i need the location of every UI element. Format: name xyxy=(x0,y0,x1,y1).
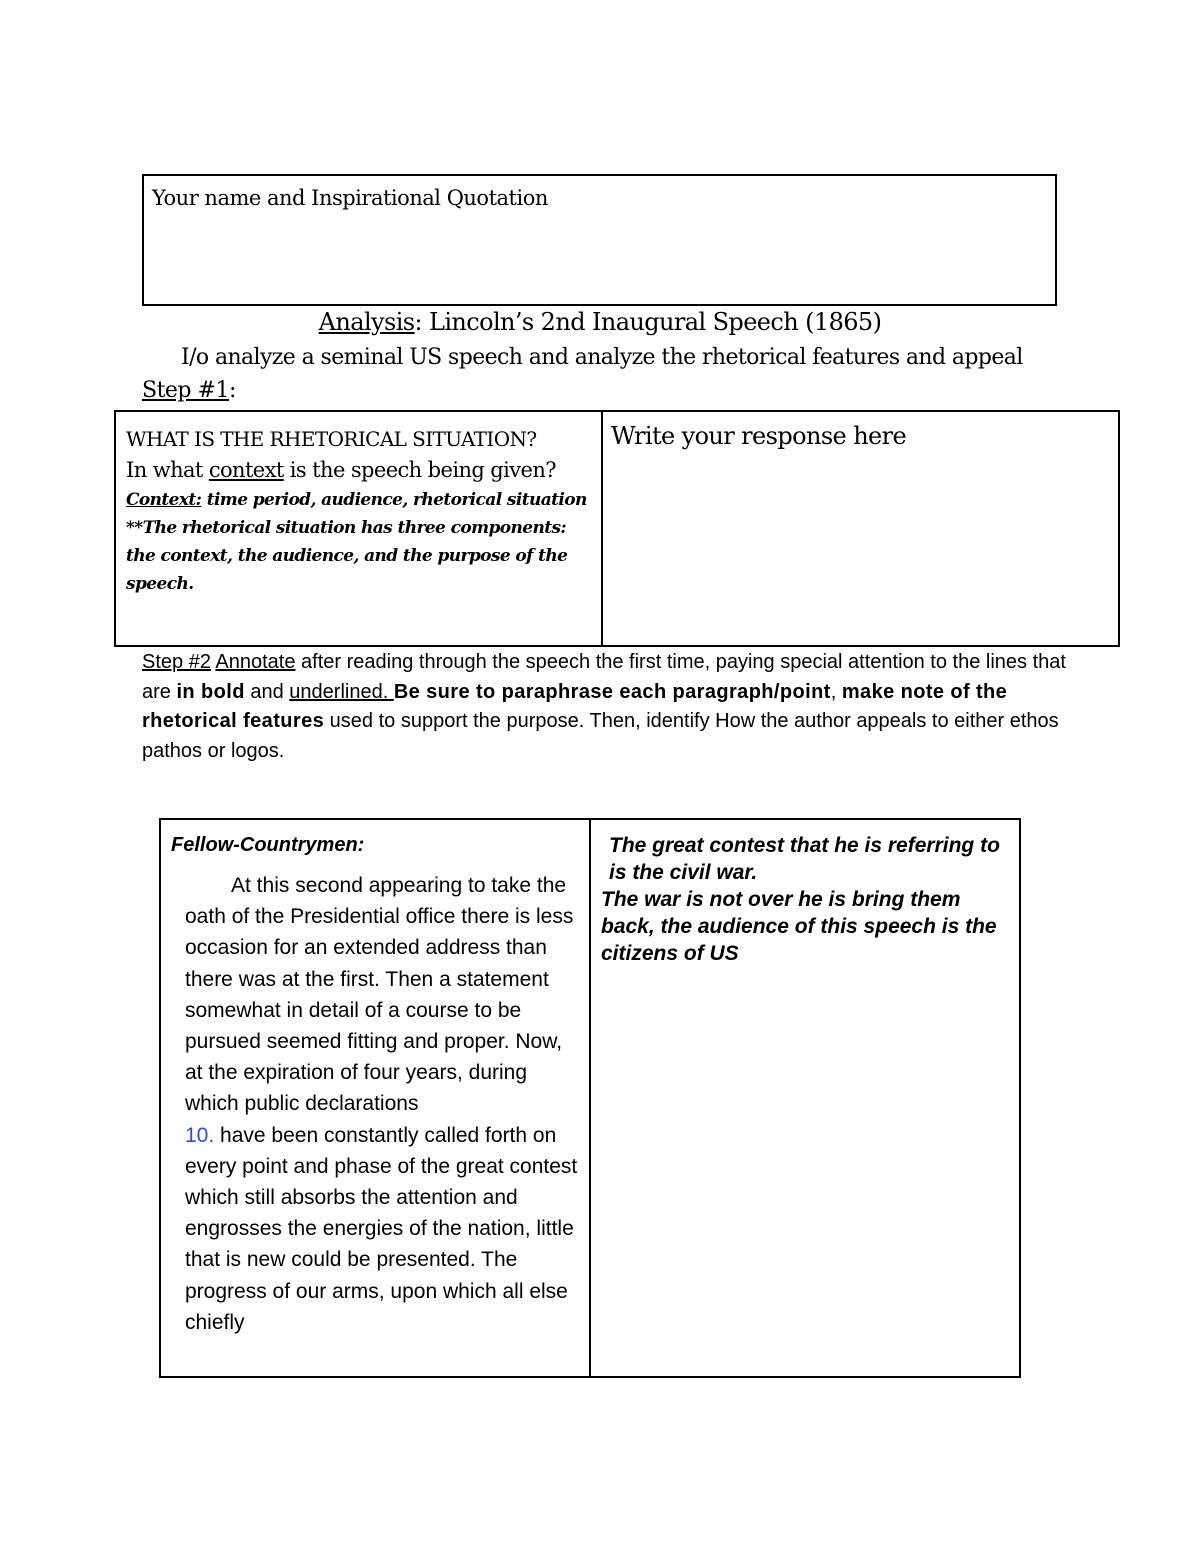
rhetorical-situation-note: **The rhetorical situation has three components: the context, the audience, and the purpose of the speech. xyxy=(126,518,568,594)
annotate-word: Annotate xyxy=(215,651,296,673)
step2-label: Step #2 xyxy=(142,651,211,673)
response-placeholder: Write your response here xyxy=(611,422,907,450)
step2-text-1: after reading through the speech the first time, paying special attention to the lines that are xyxy=(142,651,1066,703)
paraphrase-instruction: Be sure to paraphrase each paragraph/point xyxy=(393,680,831,703)
rhetorical-situation-table xyxy=(114,410,1120,647)
context-text: time period, audience, rhetorical situation xyxy=(201,490,587,510)
page-title xyxy=(0,308,1200,336)
speech-text-part1: At this second appearing to take the oath of the Presidential office there is less occasion for an extended address than there was at the first. Then a statement somewhat in detail of a course to be pursued seemed fitting and proper. Now, at the expiration of four years, during which public declarations xyxy=(185,874,574,1116)
step2-text-5: used to support the purpose. Then, identify How the author appeals to either ethos pathos or logos. xyxy=(142,710,1059,762)
annotation-cell[interactable] xyxy=(591,820,1019,1376)
underlined-text: underlined. xyxy=(289,680,394,703)
step1-suffix: : xyxy=(228,378,236,403)
step1-heading xyxy=(142,378,236,403)
annotation-line-1: The great contest that he is referring to is the civil war. xyxy=(609,834,1000,884)
rhetorical-features-instruction: make note of the rhetorical features xyxy=(142,680,1008,732)
title-analysis-word: Analysis xyxy=(318,308,415,336)
rhetorical-question-heading: WHAT IS THE RHETORICAL SITUATION? xyxy=(126,427,537,451)
title-rest: : Lincoln’s 2nd Inaugural Speech (1865) xyxy=(414,308,882,336)
context-label: Context: xyxy=(126,490,202,510)
step2-text-4: , xyxy=(830,680,842,703)
speech-salutation: Fellow-Countrymen: xyxy=(171,834,365,856)
speech-annotation-table xyxy=(159,818,1021,1378)
context-question-before: In what xyxy=(126,458,209,482)
rhetorical-question-cell xyxy=(116,412,603,645)
line-number: 10. xyxy=(185,1123,215,1147)
name-quotation-box[interactable] xyxy=(142,174,1057,306)
speech-text-cell xyxy=(161,820,591,1376)
rhetorical-response-cell[interactable] xyxy=(603,412,1118,645)
speech-paragraph xyxy=(171,870,579,1338)
step1-label: Step #1 xyxy=(142,378,229,403)
step2-instructions xyxy=(142,648,1072,766)
in-bold-text: in bold xyxy=(176,680,245,703)
speech-text-part2: have been constantly called forth on every point and phase of the great contest which still absorbs the attention and engrosses the energies of the nation, little that is new could be presented. The progress of our arms, upon which all else chiefly xyxy=(185,1123,578,1334)
context-question xyxy=(126,454,591,486)
context-question-after: is the speech being given? xyxy=(283,458,556,482)
context-question-key: context xyxy=(208,458,284,482)
step2-text-2: and xyxy=(244,680,290,703)
name-quotation-label: Your name and Inspirational Quotation xyxy=(152,186,548,210)
annotation-line-2: The war is not over he is bring them back, the audience of this speech is the citizens of US xyxy=(601,888,997,965)
learning-objective: I/o analyze a seminal US speech and analyze the rhetorical features and appeal xyxy=(181,345,1023,370)
context-definition xyxy=(126,486,591,514)
